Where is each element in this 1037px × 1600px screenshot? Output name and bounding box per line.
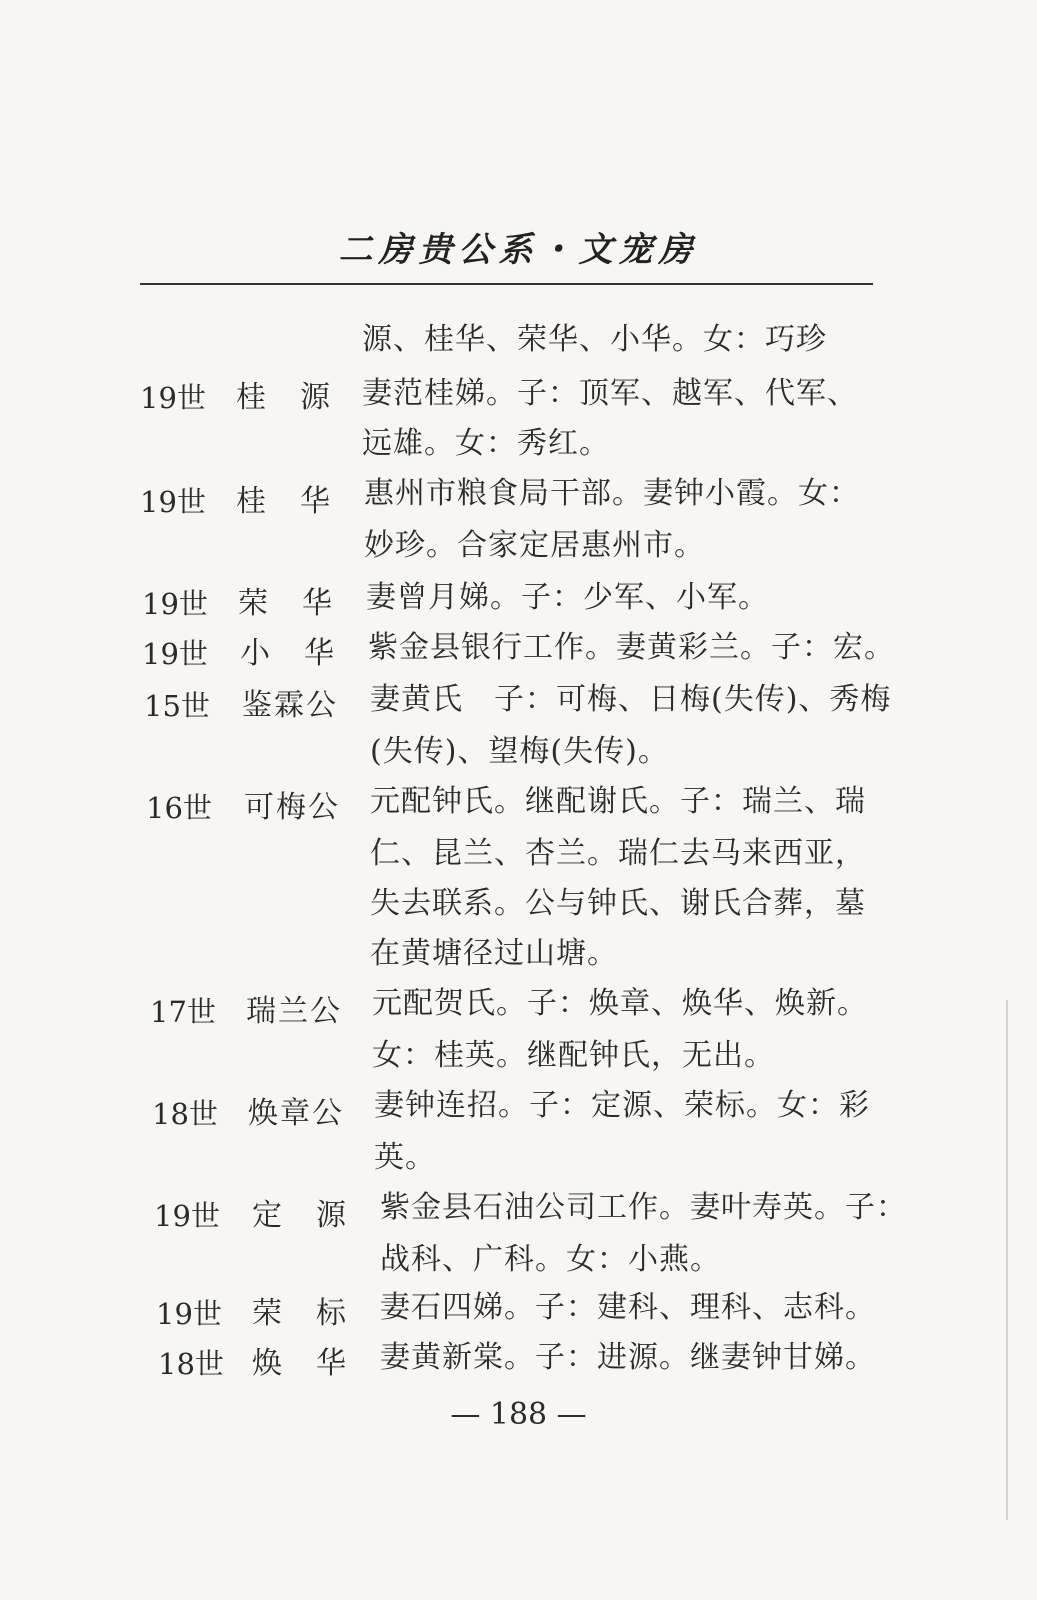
entry-generation: 19世 bbox=[156, 1297, 222, 1331]
entry-name: 荣 标 bbox=[252, 1296, 348, 1331]
entry-text-line: 惠州市粮食局干部。妻钟小霞。女： bbox=[364, 476, 860, 511]
entry-name: 荣 华 bbox=[238, 586, 334, 621]
entry-text-line: 妻黄氏 子：可梅、日梅(失传)、秀梅 bbox=[370, 682, 892, 717]
entry-name: 瑞兰公 bbox=[246, 994, 342, 1029]
entry-generation: 16世 bbox=[146, 791, 212, 825]
entry-generation: 19世 bbox=[140, 485, 206, 519]
scan-edge-line bbox=[1006, 1000, 1008, 1520]
entry-generation: 19世 bbox=[142, 587, 208, 621]
entry-text-line: 元配贺氏。子：焕章、焕华、焕新。 bbox=[372, 986, 868, 1021]
entry-name: 定 源 bbox=[252, 1198, 348, 1233]
entry-text-line: 女：桂英。继配钟氏，无出。 bbox=[372, 1038, 775, 1073]
page-number: — 188 — bbox=[450, 1397, 587, 1432]
running-header-title: 二房贵公系・文宠房 bbox=[338, 230, 699, 270]
entry-generation: 18世 bbox=[152, 1097, 218, 1131]
entry-text-line: 妻范桂娣。子：顶军、越军、代军、 bbox=[362, 376, 858, 411]
entry-name: 焕章公 bbox=[248, 1096, 344, 1131]
entry-text-line: 仁、昆兰、杏兰。瑞仁去马来西亚， bbox=[370, 836, 866, 871]
entry-name: 鉴霖公 bbox=[242, 688, 338, 723]
entry-text-line: 元配钟氏。继配谢氏。子：瑞兰、瑞 bbox=[370, 784, 866, 819]
entry-name: 桂 华 bbox=[236, 484, 332, 519]
entry-text-line: 远雄。女：秀红。 bbox=[362, 426, 610, 461]
entry-text-line: 妻黄新棠。子：进源。继妻钟甘娣。 bbox=[380, 1340, 876, 1375]
entry-name: 焕 华 bbox=[252, 1346, 348, 1381]
entry-text-line: 失去联系。公与钟氏、谢氏合葬，墓 bbox=[370, 886, 866, 921]
entry-text-line: 妙珍。合家定居惠州市。 bbox=[364, 528, 705, 563]
entry-generation: 18世 bbox=[158, 1347, 224, 1381]
entry-text-line: 在黄塘径过山塘。 bbox=[370, 936, 618, 971]
entry-text-line: 紫金县银行工作。妻黄彩兰。子：宏。 bbox=[368, 630, 895, 665]
entry-name: 小 华 bbox=[240, 636, 336, 671]
entry-name: 可梅公 bbox=[244, 790, 340, 825]
entry-generation: 19世 bbox=[142, 637, 208, 671]
entry-generation: 17世 bbox=[150, 995, 216, 1029]
entry-generation: 19世 bbox=[154, 1199, 220, 1233]
entry-text-line: 紫金县石油公司工作。妻叶寿英。子： bbox=[380, 1190, 907, 1225]
entry-text-line: (失传)、望梅(失传)。 bbox=[370, 734, 669, 769]
entry-generation: 19世 bbox=[140, 381, 206, 415]
entry-text-line: 英。 bbox=[374, 1140, 436, 1175]
entry-text-line: 源、桂华、荣华、小华。女：巧珍 bbox=[362, 322, 827, 357]
entry-text-line: 妻钟连招。子：定源、荣标。女：彩 bbox=[374, 1088, 870, 1123]
entry-text-line: 战科、广科。女：小燕。 bbox=[380, 1242, 721, 1277]
entry-text-line: 妻曾月娣。子：少军、小军。 bbox=[366, 580, 769, 615]
entry-generation: 15世 bbox=[144, 689, 210, 723]
entry-text-line: 妻石四娣。子：建科、理科、志科。 bbox=[380, 1290, 876, 1325]
entry-name: 桂 源 bbox=[236, 380, 332, 415]
